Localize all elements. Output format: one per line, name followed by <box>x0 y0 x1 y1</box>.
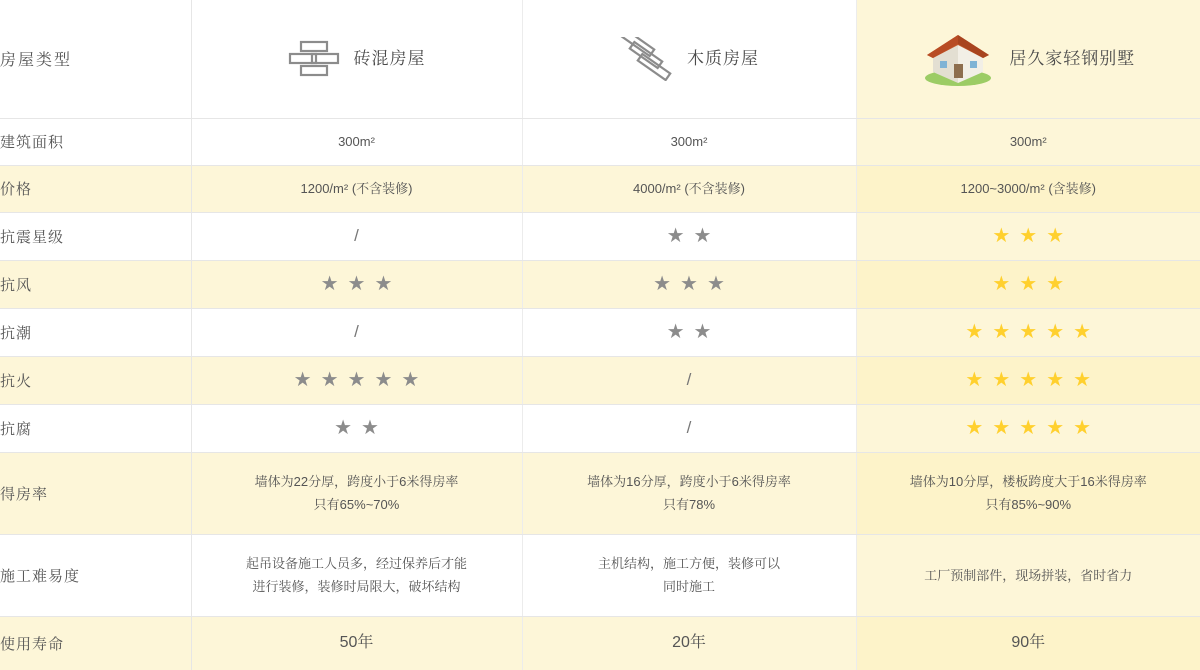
star-icon: ★ <box>1046 225 1065 247</box>
table-row <box>0 260 1200 308</box>
row-label-9: 使用寿命 <box>0 616 191 670</box>
cell-text: 4000/m² (不含装修) <box>633 180 745 196</box>
header-column-1 <box>191 0 522 118</box>
cell-r8-c2 <box>522 534 856 616</box>
cell-r6-c3 <box>856 404 1200 452</box>
star-icon: ★ <box>992 417 1011 439</box>
row-label-7: 得房率 <box>0 452 191 534</box>
star-icon: ★ <box>965 321 984 343</box>
not-applicable-mark: / <box>354 321 359 341</box>
cell-r2-c2 <box>522 212 856 260</box>
star-icon: ★ <box>293 369 312 391</box>
star-rating <box>857 274 1200 294</box>
star-rating <box>523 322 856 342</box>
star-icon: ★ <box>401 369 420 391</box>
star-icon: ★ <box>320 273 339 295</box>
star-rating <box>857 226 1200 246</box>
table-row <box>0 452 1200 534</box>
star-icon: ★ <box>334 417 352 439</box>
cell-r3-c1 <box>191 260 522 308</box>
cell-text: 90年 <box>1011 634 1046 651</box>
cell-r4-c3 <box>856 308 1200 356</box>
row-label-2: 抗震星级 <box>0 212 191 260</box>
table-row <box>0 165 1200 212</box>
star-icon: ★ <box>992 321 1011 343</box>
star-rating <box>857 418 1200 438</box>
star-icon: ★ <box>347 273 366 295</box>
star-icon: ★ <box>1046 369 1065 391</box>
cell-text: 墙体为16分厚，跨度小于6米得房率 只有78% <box>587 474 791 512</box>
cell-text: 300m² <box>670 133 708 149</box>
header-column-3 <box>856 0 1200 118</box>
cell-text: 50年 <box>339 634 374 651</box>
cell-r7-c3 <box>856 452 1200 534</box>
row-label-1: 价格 <box>0 165 191 212</box>
star-icon: ★ <box>693 225 712 247</box>
star-icon: ★ <box>374 369 393 391</box>
star-rating <box>192 418 522 438</box>
star-rating <box>523 274 856 294</box>
cell-text: 20年 <box>672 634 706 651</box>
table-row <box>0 534 1200 616</box>
brick-wall-icon <box>288 39 340 79</box>
cell-r9-c3 <box>856 616 1200 670</box>
table-header-row <box>0 0 1200 118</box>
star-icon: ★ <box>1046 273 1065 295</box>
star-icon: ★ <box>1073 321 1092 343</box>
cell-r2-c1 <box>191 212 522 260</box>
star-icon: ★ <box>1046 417 1065 439</box>
star-icon: ★ <box>666 225 685 247</box>
header-column-title: 木质房屋 <box>687 48 759 68</box>
cell-r0-c1 <box>191 118 522 165</box>
star-icon: ★ <box>693 321 712 343</box>
star-icon: ★ <box>653 273 672 295</box>
star-rating <box>857 322 1200 342</box>
cell-text: 主机结构，施工方便，装修可以 同时施工 <box>597 556 780 594</box>
cell-text: 1200/m² (不含装修) <box>300 180 413 196</box>
cell-r7-c1 <box>191 452 522 534</box>
cell-r4-c1 <box>191 308 522 356</box>
header-label-text: 房屋类型 <box>0 52 73 70</box>
star-icon: ★ <box>1046 321 1065 343</box>
row-label-3: 抗风 <box>0 260 191 308</box>
cell-r6-c1 <box>191 404 522 452</box>
house-icon <box>921 31 995 87</box>
cell-r0-c3 <box>856 118 1200 165</box>
table-row <box>0 404 1200 452</box>
cell-r8-c3 <box>856 534 1200 616</box>
row-label-0: 建筑面积 <box>0 118 191 165</box>
header-label-cell <box>0 0 191 118</box>
cell-r4-c2 <box>522 308 856 356</box>
cell-r2-c3 <box>856 212 1200 260</box>
star-icon: ★ <box>1019 225 1038 247</box>
star-icon: ★ <box>965 417 984 439</box>
cell-r9-c2 <box>522 616 856 670</box>
cell-text: 墙体为10分厚，楼板跨度大于16米得房率 只有85%~90% <box>909 474 1147 512</box>
table-row <box>0 308 1200 356</box>
cell-text: 工厂预制部件，现场拼装，省时省力 <box>924 567 1133 583</box>
cell-r5-c3 <box>856 356 1200 404</box>
star-rating <box>523 226 856 246</box>
star-icon: ★ <box>1073 417 1092 439</box>
cell-r1-c3 <box>856 165 1200 212</box>
not-applicable-mark: / <box>686 417 692 437</box>
star-icon: ★ <box>361 417 379 439</box>
cell-r3-c2 <box>522 260 856 308</box>
cell-r3-c3 <box>856 260 1200 308</box>
star-icon: ★ <box>1019 369 1038 391</box>
wood-planks-icon <box>619 37 673 81</box>
cell-r8-c1 <box>191 534 522 616</box>
cell-text: 1200~3000/m² (含装修) <box>960 180 1096 196</box>
cell-r7-c2 <box>522 452 856 534</box>
table-row <box>0 356 1200 404</box>
star-icon: ★ <box>992 225 1011 247</box>
table-row <box>0 118 1200 165</box>
cell-r1-c2 <box>522 165 856 212</box>
header-column-title: 居久家轻钢别墅 <box>1009 48 1136 68</box>
star-rating <box>857 370 1200 390</box>
star-icon: ★ <box>320 369 339 391</box>
star-icon: ★ <box>1073 369 1092 391</box>
cell-text: 起吊设备施工人员多，经过保养后才能 进行装修，装修时局限大，破坏结构 <box>245 556 467 594</box>
cell-r6-c2 <box>522 404 856 452</box>
star-icon: ★ <box>992 273 1011 295</box>
table-row <box>0 616 1200 670</box>
row-label-6: 抗腐 <box>0 404 191 452</box>
star-rating <box>192 370 522 390</box>
not-applicable-mark: / <box>354 225 359 245</box>
row-label-8: 施工难易度 <box>0 534 191 616</box>
cell-r9-c1 <box>191 616 522 670</box>
cell-text: 300m² <box>1009 133 1047 149</box>
star-icon: ★ <box>1019 273 1038 295</box>
cell-r0-c2 <box>522 118 856 165</box>
star-icon: ★ <box>347 369 366 391</box>
not-applicable-mark: / <box>686 369 692 389</box>
star-icon: ★ <box>1019 417 1038 439</box>
cell-r5-c2 <box>522 356 856 404</box>
header-column-title: 砖混房屋 <box>353 48 426 68</box>
cell-r1-c1 <box>191 165 522 212</box>
star-icon: ★ <box>992 369 1011 391</box>
cell-text: 300m² <box>338 133 375 149</box>
star-icon: ★ <box>374 273 393 295</box>
header-column-2 <box>522 0 856 118</box>
star-icon: ★ <box>680 273 698 295</box>
row-label-4: 抗潮 <box>0 308 191 356</box>
cell-r5-c1 <box>191 356 522 404</box>
star-icon: ★ <box>965 369 984 391</box>
star-icon: ★ <box>666 321 685 343</box>
row-label-5: 抗火 <box>0 356 191 404</box>
cell-text: 墙体为22分厚，跨度小于6米得房率 只有65%~70% <box>254 474 459 512</box>
star-rating <box>192 274 522 294</box>
star-icon: ★ <box>706 273 725 295</box>
table-row <box>0 212 1200 260</box>
star-icon: ★ <box>1019 321 1038 343</box>
